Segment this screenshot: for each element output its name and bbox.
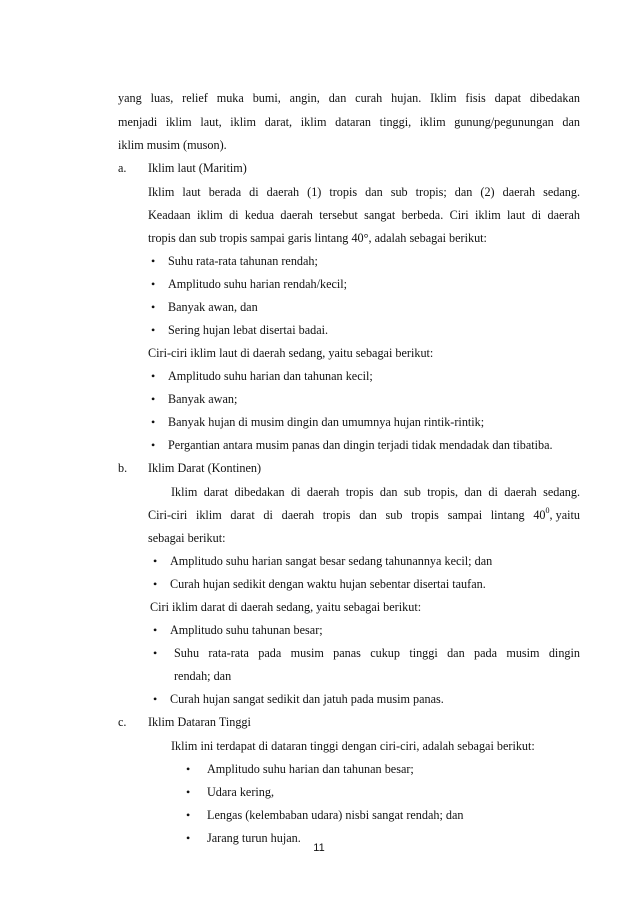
section-a-marker: a.	[118, 161, 127, 175]
page-number: 11	[313, 842, 325, 854]
section-a-list2-item: Banyak awan;	[168, 392, 238, 406]
section-a-list1-item: Suhu rata-rata tahunan rendah;	[168, 254, 318, 268]
section-c-para: Iklim ini terdapat di dataran tinggi dengan ciri-ciri, adalah sebagai berikut:	[171, 739, 535, 753]
section-a-para-3: tropis dan sub tropis sampai garis lintang 40°, adalah sebagai berikut:	[148, 231, 487, 245]
bullet-icon: •	[151, 300, 156, 314]
section-a-list1-item: Amplitudo suhu harian rendah/kecil;	[168, 277, 348, 291]
bullet-icon: •	[151, 254, 156, 268]
section-a-list2-item: Amplitudo suhu harian dan tahunan kecil;	[168, 369, 373, 383]
section-c-list-item: Amplitudo suhu harian dan tahunan besar;	[207, 762, 414, 776]
bullet-icon: •	[151, 277, 156, 291]
section-a-heading: Iklim laut (Maritim)	[148, 161, 247, 175]
bullet-icon: •	[153, 577, 158, 591]
section-c-list-item: Lengas (kelembaban udara) nisbi sangat rendah; dan	[207, 808, 464, 822]
section-a-sub-intro: Ciri-ciri iklim laut di daerah sedang, yaitu sebagai berikut:	[148, 346, 434, 360]
section-b-list2-cont: rendah; dan	[174, 669, 232, 683]
section-b-list1-item: Curah hujan sedikit dengan waktu hujan sebentar disertai taufan.	[170, 577, 486, 591]
intro-line-3: iklim musim (muson).	[118, 138, 227, 152]
bullet-icon: •	[153, 692, 158, 706]
section-b-list2-item: Suhu rata-rata pada musim panas cukup tinggi dan pada musim dingin	[174, 646, 580, 660]
section-c-list-item: Udara kering,	[207, 785, 275, 799]
section-b-list2-item: Curah hujan sangat sedikit dan jatuh pada musim panas.	[170, 692, 444, 706]
bullet-icon: •	[186, 808, 191, 822]
bullet-icon: •	[151, 369, 156, 383]
section-b-para-2-row	[148, 507, 580, 523]
section-c-list-item: Jarang turun hujan.	[207, 831, 301, 845]
section-a-para-1: Iklim laut berada di daerah (1) tropis dan sub tropis; dan (2) daerah sedang.	[148, 185, 580, 199]
section-b-marker: b.	[118, 461, 128, 475]
bullet-icon: •	[186, 762, 191, 776]
section-a-list2-item: Banyak hujan di musim dingin dan umumnya hujan rintik-rintik;	[168, 415, 485, 429]
section-b-para-2: Ciri-ciri iklim darat di daerah tropis dan sub tropis sampai lintang 40	[148, 508, 546, 522]
bullet-icon: •	[151, 392, 156, 406]
bullet-icon: •	[153, 646, 158, 660]
section-a-para-2: Keadaan iklim di kedua daerah tersebut sangat berbeda. Ciri iklim laut di daerah	[148, 208, 580, 222]
intro-line-2: menjadi iklim laut, iklim darat, iklim dataran tinggi, iklim gunung/pegunungan dan	[118, 115, 580, 129]
section-b-sub-intro: Ciri iklim darat di daerah sedang, yaitu sebagai berikut:	[150, 600, 422, 614]
section-c-marker: c.	[118, 715, 127, 729]
section-b-para-sup: 0	[545, 506, 550, 515]
section-b-para-1: Iklim darat dibedakan di daerah tropis dan sub tropis, dan di daerah sedang.	[171, 485, 580, 499]
section-c-heading: Iklim Dataran Tinggi	[148, 715, 251, 729]
bullet-icon: •	[186, 785, 191, 799]
section-b-heading: Iklim Darat (Kontinen)	[148, 461, 262, 475]
section-b-para-3: sebagai berikut:	[148, 531, 226, 545]
bullet-icon: •	[153, 554, 158, 568]
bullet-icon: •	[151, 323, 156, 337]
bullet-icon: •	[153, 623, 158, 637]
bullet-icon: •	[186, 831, 191, 845]
bullet-icon: •	[151, 438, 156, 452]
section-b-list1-item: Amplitudo suhu harian sangat besar sedang tahunannya kecil; dan	[170, 554, 493, 568]
section-a-list2-item: Pergantian antara musim panas dan dingin terjadi tidak mendadak dan tibatiba.	[168, 438, 553, 452]
section-a-list1-item: Banyak awan, dan	[168, 300, 258, 314]
intro-line-1: yang luas, relief muka bumi, angin, dan curah hujan. Iklim fisis dapat dibedakan	[118, 91, 580, 105]
section-b-para-tail: , yaitu	[549, 508, 580, 522]
section-a-list1-item: Sering hujan lebat disertai badai.	[168, 323, 329, 337]
bullet-icon: •	[151, 415, 156, 429]
section-b-list2-item: Amplitudo suhu tahunan besar;	[170, 623, 323, 637]
